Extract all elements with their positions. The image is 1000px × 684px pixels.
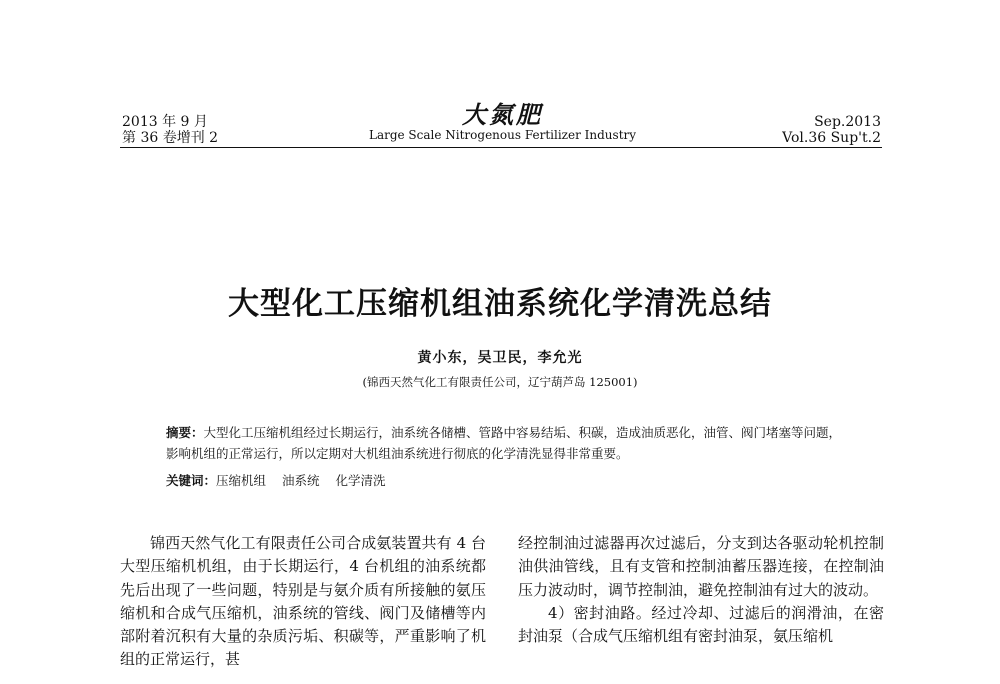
abstract [166,422,846,464]
issue-volume-en: Vol.36 Sup't.2 [782,130,881,146]
abstract-label: 摘要： [166,425,204,440]
article-affiliation: (锦西天然气化工有限责任公司，辽宁葫芦岛 125001) [362,375,638,389]
body-paragraph: 4）密封油路。经过冷却、过滤后的润滑油，在密封油泵（合成气压缩机组有密封油泵，氨压缩机 [518,603,884,646]
article-authors: 黄小东，吴卫民，李允光 [417,350,583,366]
body-paragraph: 经控制油过滤器再次过滤后，分支到达各驱动轮机控制油供油管线，且有支管和控制油蓄压器连接，在控制油压力波动时，调节控制油，避免控制油有过大的波动。 [518,534,884,599]
keyword: 化学清洗 [335,473,386,488]
body-paragraph: 锦西天然气化工有限责任公司合成氨装置共有 4 台大型压缩机机组，由于长期运行，4 台机组的油系统都先后出现了一些问题，特别是与氨介质有所接触的氨压缩机和合成气压缩机，油系统的管线、阀门及储槽等内部附着沉积有大量的杂质污垢、积碳等，严重影响了机组的正常运行，甚 [120,534,486,669]
header-left [122,114,218,146]
keywords [166,472,846,490]
header-right [782,114,881,146]
header-center [365,102,640,142]
body-column-right [518,532,884,648]
issue-date-cn: 2013 年 9 月 [122,114,208,130]
keyword: 油系统 [282,473,320,488]
journal-logo: 大氮肥 [462,100,543,129]
body-column-left [120,532,486,672]
header-rule [120,147,882,148]
article-title: 大型化工压缩机组油系统化学清洗总结 [228,286,772,322]
abstract-text: 大型化工压缩机组经过长期运行，油系统各储槽、管路中容易结垢、积碳，造成油质恶化，油管、阀门堵塞等问题，影响机组的正常运行，所以定期对大机组油系统进行彻底的化学清洗显得非常重要。 [166,425,842,461]
issue-date-en: Sep.2013 [814,114,881,130]
issue-volume-cn: 第 36 卷增刊 2 [122,130,219,146]
keywords-label: 关键词： [166,473,217,488]
keyword: 压缩机组 [216,473,267,488]
journal-name-en: Large Scale Nitrogenous Fertilizer Industry [368,128,637,142]
